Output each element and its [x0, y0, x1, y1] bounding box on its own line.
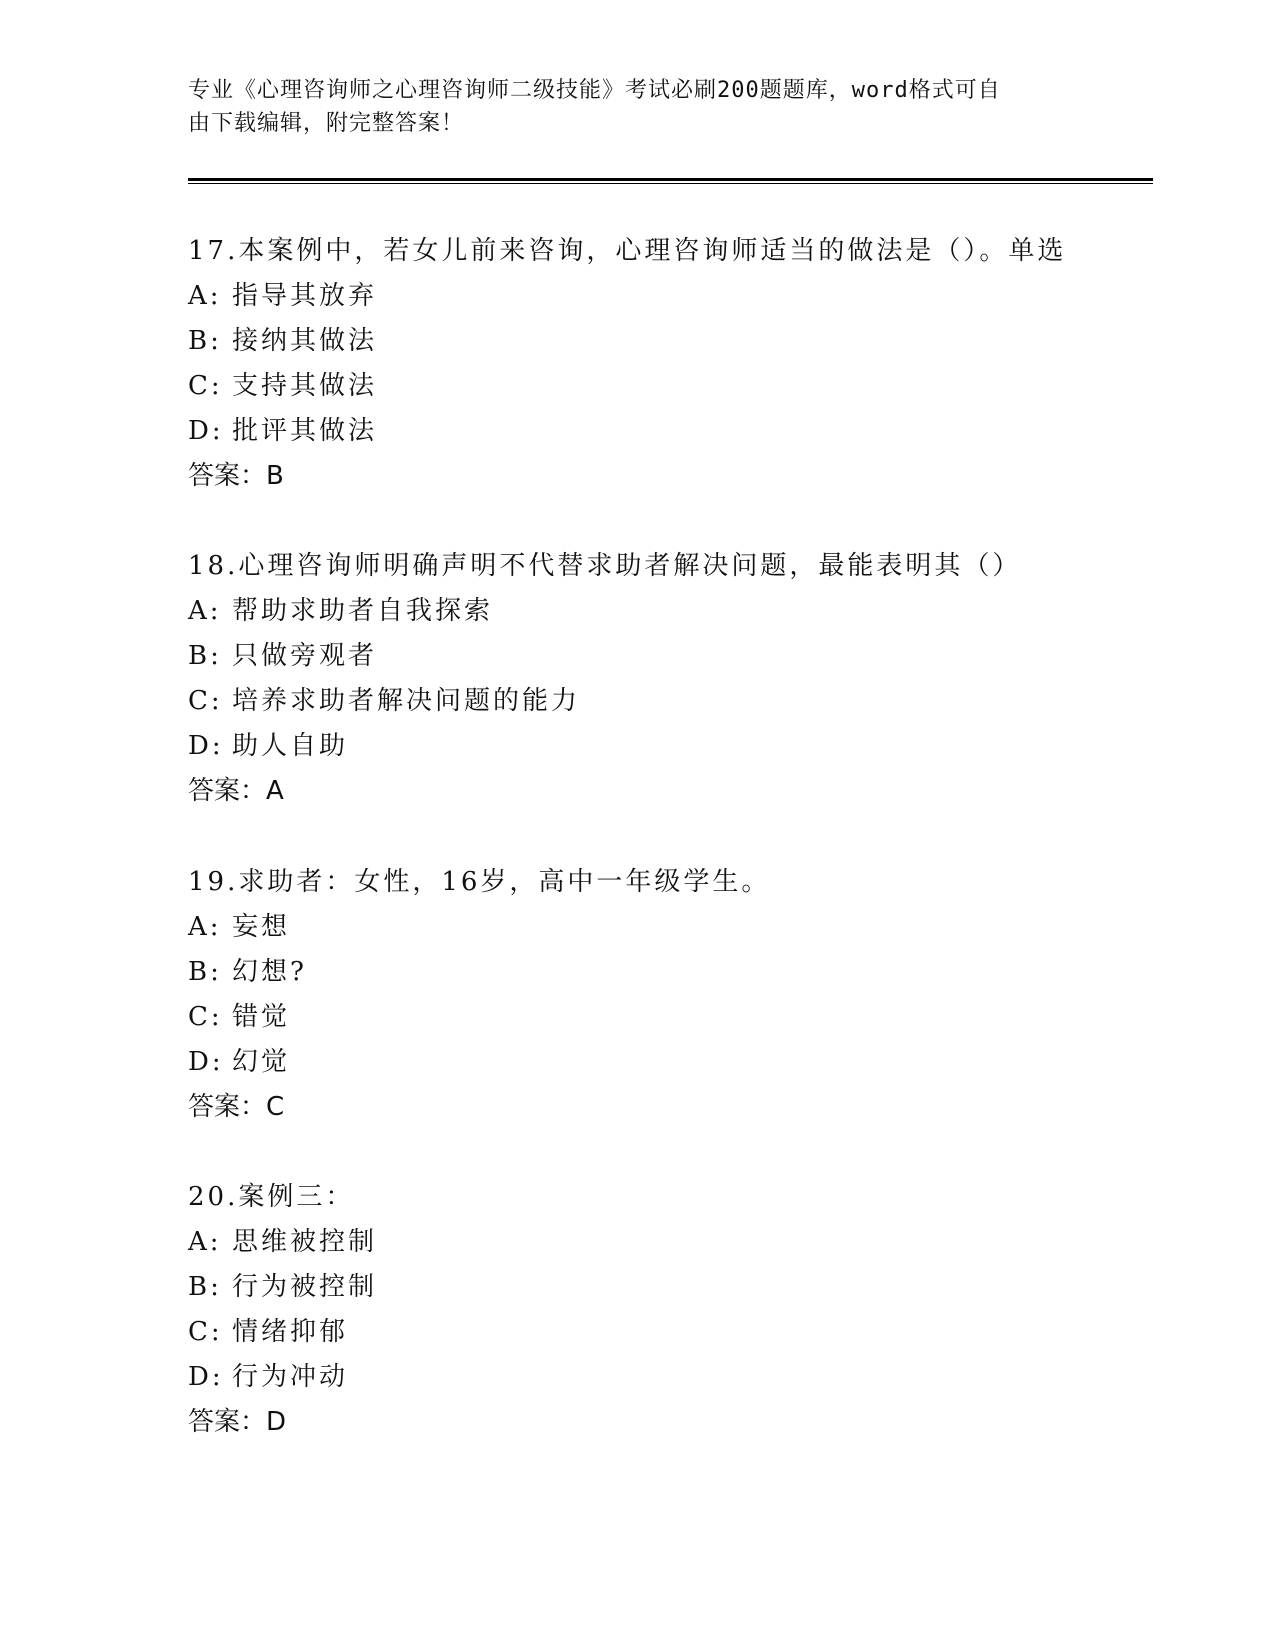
option-text: 帮助求助者自我探索 — [232, 596, 494, 626]
option-letter: C: — [188, 1002, 223, 1032]
answer-text: 答案：A — [188, 776, 284, 806]
option-b — [188, 319, 1148, 364]
option-a — [188, 589, 1148, 634]
option-letter: A: — [188, 596, 222, 626]
option-text: 幻觉 — [232, 1047, 291, 1077]
answer-text: 答案：C — [188, 1092, 285, 1122]
option-b — [188, 1265, 1148, 1310]
option-text: 行为被控制 — [232, 1272, 378, 1302]
question-title: 17.本案例中，若女儿前来咨询，心理咨询师适当的做法是（）。单选 — [188, 236, 1067, 266]
option-d — [188, 724, 1148, 769]
option-b — [188, 634, 1148, 679]
option-text: 支持其做法 — [232, 371, 378, 401]
option-letter: B: — [188, 641, 222, 671]
header-divider-thin — [188, 183, 1153, 184]
answer-text: 答案：B — [188, 461, 284, 491]
option-d — [188, 409, 1148, 454]
option-text: 幻想? — [232, 957, 307, 987]
option-d — [188, 1040, 1148, 1085]
option-a — [188, 905, 1148, 950]
question-title: 19.求助者：女性，16岁，高中一年级学生。 — [188, 867, 771, 897]
option-letter: D: — [188, 1047, 224, 1077]
option-text: 只做旁观者 — [232, 641, 378, 671]
option-letter: C: — [188, 686, 223, 716]
header-line-1: 专业《心理咨询师之心理咨询师二级技能》考试必刷200题题库，word格式可自 — [188, 78, 1001, 103]
option-letter: A: — [188, 281, 222, 311]
option-text: 接纳其做法 — [232, 326, 378, 356]
option-c — [188, 1310, 1148, 1355]
option-letter: B: — [188, 1272, 222, 1302]
option-letter: A: — [188, 912, 222, 942]
option-text: 培养求助者解决问题的能力 — [232, 686, 581, 716]
option-b — [188, 950, 1148, 995]
option-text: 指导其放弃 — [232, 281, 378, 311]
option-letter: C: — [188, 371, 223, 401]
option-c — [188, 364, 1148, 409]
option-letter: A: — [188, 1227, 222, 1257]
option-d — [188, 1355, 1148, 1400]
option-letter: D: — [188, 416, 224, 446]
option-letter: D: — [188, 1362, 224, 1392]
document-header — [188, 74, 1088, 140]
header-line-2: 由下载编辑，附完整答案！ — [188, 111, 465, 136]
question-19 — [188, 860, 1148, 1130]
option-letter: B: — [188, 326, 222, 356]
question-18 — [188, 544, 1148, 814]
option-text: 情绪抑郁 — [232, 1317, 349, 1347]
option-letter: B: — [188, 957, 222, 987]
option-c — [188, 679, 1148, 724]
question-title: 20.案例三： — [188, 1182, 355, 1212]
header-divider-thick — [188, 178, 1153, 181]
question-title: 18.心理咨询师明确声明不代替求助者解决问题，最能表明其（） — [188, 551, 1022, 581]
question-17 — [188, 229, 1148, 499]
option-c — [188, 995, 1148, 1040]
option-text: 批评其做法 — [232, 416, 378, 446]
option-text: 妄想 — [232, 912, 291, 942]
option-a — [188, 274, 1148, 319]
option-text: 行为冲动 — [232, 1362, 349, 1392]
option-text: 助人自助 — [232, 731, 349, 761]
option-text: 错觉 — [232, 1002, 291, 1032]
answer-text: 答案：D — [188, 1407, 287, 1437]
option-text: 思维被控制 — [232, 1227, 378, 1257]
option-a — [188, 1220, 1148, 1265]
option-letter: C: — [188, 1317, 223, 1347]
option-letter: D: — [188, 731, 224, 761]
question-20 — [188, 1175, 1148, 1445]
